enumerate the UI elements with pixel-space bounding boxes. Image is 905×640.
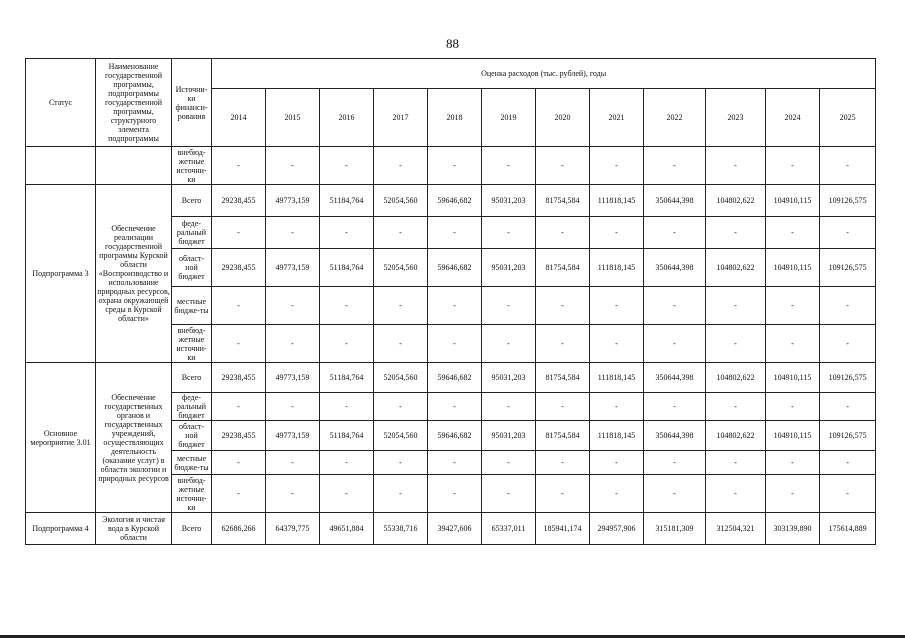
value-cell: 175614,889 bbox=[820, 513, 876, 545]
value-cell: 109126,575 bbox=[820, 185, 876, 217]
value-cell: - bbox=[706, 147, 766, 185]
value-cell: 350644,398 bbox=[644, 249, 706, 287]
value-cell: - bbox=[766, 287, 820, 325]
value-cell: - bbox=[820, 451, 876, 475]
value-cell: - bbox=[482, 217, 536, 249]
value-cell: 104910,115 bbox=[766, 421, 820, 451]
value-cell: - bbox=[320, 475, 374, 513]
value-cell: 59646,682 bbox=[428, 421, 482, 451]
page-number: 88 bbox=[446, 36, 459, 51]
funding-source-cell: местные бюдже-ты bbox=[172, 451, 212, 475]
value-cell: - bbox=[820, 217, 876, 249]
funding-source-cell: феде-ральный бюджет bbox=[172, 217, 212, 249]
value-cell: - bbox=[428, 217, 482, 249]
value-cell: - bbox=[766, 475, 820, 513]
value-cell: 350644,398 bbox=[644, 185, 706, 217]
value-cell: 59646,682 bbox=[428, 363, 482, 393]
value-cell: - bbox=[266, 325, 320, 363]
value-cell: - bbox=[212, 451, 266, 475]
value-cell: - bbox=[266, 451, 320, 475]
value-cell: 104910,115 bbox=[766, 363, 820, 393]
value-cell: - bbox=[482, 475, 536, 513]
value-cell: - bbox=[428, 475, 482, 513]
program-name-cell: Экология и чистая вода в Курской области bbox=[96, 513, 172, 545]
value-cell: - bbox=[320, 393, 374, 421]
value-cell: - bbox=[320, 287, 374, 325]
value-cell: 111818,145 bbox=[590, 249, 644, 287]
value-cell: 81754,584 bbox=[536, 249, 590, 287]
value-cell: 81754,584 bbox=[536, 363, 590, 393]
program-name-cell bbox=[96, 147, 172, 185]
year-header-cell: 2016 bbox=[320, 89, 374, 147]
value-cell: 51184,764 bbox=[320, 363, 374, 393]
value-cell: - bbox=[644, 451, 706, 475]
value-cell: 49651,884 bbox=[320, 513, 374, 545]
value-cell: - bbox=[590, 217, 644, 249]
value-cell: 95031,203 bbox=[482, 185, 536, 217]
value-cell: - bbox=[536, 325, 590, 363]
value-cell: - bbox=[820, 287, 876, 325]
value-cell: - bbox=[590, 393, 644, 421]
funding-source-cell: област-ной бюджет bbox=[172, 421, 212, 451]
value-cell: - bbox=[428, 287, 482, 325]
value-cell: 104802,622 bbox=[706, 363, 766, 393]
year-header-cell: 2021 bbox=[590, 89, 644, 147]
value-cell: 95031,203 bbox=[482, 363, 536, 393]
header-source: Источни-ки финанси-рования bbox=[172, 59, 212, 147]
header-name: Наименование государственной программы, подпрограммы государственной программы, структурного элемента подпрограммы bbox=[96, 59, 172, 147]
value-cell: - bbox=[644, 287, 706, 325]
value-cell: - bbox=[212, 475, 266, 513]
status-cell: Подпрограмма 3 bbox=[26, 185, 96, 363]
value-cell: 51184,764 bbox=[320, 185, 374, 217]
year-header-cell: 2017 bbox=[374, 89, 428, 147]
value-cell: 55338,716 bbox=[374, 513, 428, 545]
value-cell: 111818,145 bbox=[590, 185, 644, 217]
value-cell: - bbox=[644, 147, 706, 185]
status-cell: Основное мероприятие 3.01 bbox=[26, 363, 96, 513]
year-header-cell: 2022 bbox=[644, 89, 706, 147]
value-cell: 104802,622 bbox=[706, 249, 766, 287]
funding-source-cell: внебюд-жетные источни-ки bbox=[172, 475, 212, 513]
value-cell: 111818,145 bbox=[590, 363, 644, 393]
value-cell: 29238,455 bbox=[212, 363, 266, 393]
value-cell: - bbox=[482, 393, 536, 421]
table-row bbox=[26, 185, 876, 217]
status-cell bbox=[26, 147, 96, 185]
value-cell: - bbox=[320, 325, 374, 363]
value-cell: 49773,159 bbox=[266, 363, 320, 393]
value-cell: - bbox=[644, 217, 706, 249]
year-header-cell: 2019 bbox=[482, 89, 536, 147]
value-cell: 52054,560 bbox=[374, 185, 428, 217]
value-cell: - bbox=[428, 393, 482, 421]
value-cell: - bbox=[212, 393, 266, 421]
value-cell: - bbox=[820, 147, 876, 185]
value-cell: 59646,682 bbox=[428, 185, 482, 217]
program-name-cell: Обеспечение реализации государственной программы Курской области «Воспроизводство и использование природных ресурсов, охрана окружающей среды в Курской области» bbox=[96, 185, 172, 363]
value-cell: 59646,682 bbox=[428, 249, 482, 287]
value-cell: - bbox=[590, 147, 644, 185]
year-header-cell: 2024 bbox=[766, 89, 820, 147]
value-cell: - bbox=[428, 147, 482, 185]
value-cell: 49773,159 bbox=[266, 421, 320, 451]
value-cell: 350644,398 bbox=[644, 421, 706, 451]
value-cell: - bbox=[590, 451, 644, 475]
value-cell: - bbox=[266, 287, 320, 325]
value-cell: - bbox=[644, 393, 706, 421]
value-cell: - bbox=[374, 451, 428, 475]
value-cell: - bbox=[536, 393, 590, 421]
value-cell: - bbox=[766, 217, 820, 249]
value-cell: - bbox=[820, 475, 876, 513]
expense-table-container bbox=[25, 58, 875, 545]
value-cell: 49773,159 bbox=[266, 249, 320, 287]
funding-source-cell: област-ной бюджет bbox=[172, 249, 212, 287]
value-cell: - bbox=[590, 475, 644, 513]
value-cell: 52054,560 bbox=[374, 249, 428, 287]
value-cell: - bbox=[374, 147, 428, 185]
year-header-cell: 2014 bbox=[212, 89, 266, 147]
value-cell: 64379,775 bbox=[266, 513, 320, 545]
value-cell: - bbox=[374, 287, 428, 325]
table-row bbox=[26, 147, 876, 185]
value-cell: 294957,906 bbox=[590, 513, 644, 545]
year-header-cell: 2018 bbox=[428, 89, 482, 147]
value-cell: 109126,575 bbox=[820, 363, 876, 393]
value-cell: 65337,011 bbox=[482, 513, 536, 545]
funding-source-cell: Всего bbox=[172, 513, 212, 545]
value-cell: 185941,174 bbox=[536, 513, 590, 545]
value-cell: - bbox=[644, 475, 706, 513]
value-cell: 109126,575 bbox=[820, 421, 876, 451]
table-row bbox=[26, 363, 876, 393]
year-header-cell: 2025 bbox=[820, 89, 876, 147]
value-cell: 312504,321 bbox=[706, 513, 766, 545]
value-cell: 104802,622 bbox=[706, 185, 766, 217]
expense-table bbox=[25, 58, 876, 545]
value-cell: - bbox=[428, 325, 482, 363]
funding-source-cell: внебюд-жетные источни-ки bbox=[172, 147, 212, 185]
value-cell: - bbox=[482, 287, 536, 325]
value-cell: 49773,159 bbox=[266, 185, 320, 217]
value-cell: - bbox=[820, 393, 876, 421]
funding-source-cell: Всего bbox=[172, 185, 212, 217]
table-row bbox=[26, 513, 876, 545]
value-cell: - bbox=[320, 451, 374, 475]
value-cell: - bbox=[482, 451, 536, 475]
value-cell: - bbox=[706, 475, 766, 513]
value-cell: 109126,575 bbox=[820, 249, 876, 287]
value-cell: - bbox=[706, 393, 766, 421]
value-cell: 62686,266 bbox=[212, 513, 266, 545]
funding-source-cell: феде-ральный бюджет bbox=[172, 393, 212, 421]
value-cell: - bbox=[644, 325, 706, 363]
funding-source-cell: местные бюдже-ты bbox=[172, 287, 212, 325]
value-cell: - bbox=[428, 451, 482, 475]
value-cell: - bbox=[212, 325, 266, 363]
year-header-cell: 2020 bbox=[536, 89, 590, 147]
value-cell: 51184,764 bbox=[320, 421, 374, 451]
value-cell: 104910,115 bbox=[766, 185, 820, 217]
value-cell: - bbox=[706, 325, 766, 363]
value-cell: 303139,890 bbox=[766, 513, 820, 545]
header-status: Статус bbox=[26, 59, 96, 147]
value-cell: - bbox=[766, 451, 820, 475]
value-cell: - bbox=[212, 147, 266, 185]
value-cell: - bbox=[536, 451, 590, 475]
value-cell: - bbox=[374, 393, 428, 421]
value-cell: - bbox=[536, 217, 590, 249]
value-cell: - bbox=[766, 147, 820, 185]
value-cell: 95031,203 bbox=[482, 249, 536, 287]
value-cell: - bbox=[266, 393, 320, 421]
value-cell: 111818,145 bbox=[590, 421, 644, 451]
table-body bbox=[26, 147, 876, 545]
value-cell: - bbox=[374, 325, 428, 363]
year-header-cell: 2015 bbox=[266, 89, 320, 147]
value-cell: 81754,584 bbox=[536, 185, 590, 217]
value-cell: - bbox=[212, 217, 266, 249]
status-cell: Подпрограмма 4 bbox=[26, 513, 96, 545]
value-cell: - bbox=[266, 217, 320, 249]
value-cell: 52054,560 bbox=[374, 363, 428, 393]
value-cell: 52054,560 bbox=[374, 421, 428, 451]
value-cell: - bbox=[590, 325, 644, 363]
value-cell: 29238,455 bbox=[212, 249, 266, 287]
value-cell: - bbox=[706, 217, 766, 249]
value-cell: 39427,606 bbox=[428, 513, 482, 545]
value-cell: - bbox=[766, 393, 820, 421]
program-name-cell: Обеспечение государственных органов и государственных учреждений, осуществляющих деятельность (оказание услуг) в области экологии и природных ресурсов bbox=[96, 363, 172, 513]
value-cell: 51184,764 bbox=[320, 249, 374, 287]
value-cell: - bbox=[266, 475, 320, 513]
table-header bbox=[26, 59, 876, 147]
year-header-cell: 2023 bbox=[706, 89, 766, 147]
value-cell: - bbox=[374, 475, 428, 513]
page-edge-line bbox=[0, 635, 905, 638]
value-cell: 104910,115 bbox=[766, 249, 820, 287]
value-cell: - bbox=[536, 287, 590, 325]
header-estimate: Оценка расходов (тыс. рублей), годы bbox=[212, 59, 876, 89]
value-cell: 104802,622 bbox=[706, 421, 766, 451]
value-cell: 81754,584 bbox=[536, 421, 590, 451]
value-cell: - bbox=[706, 287, 766, 325]
funding-source-cell: Всего bbox=[172, 363, 212, 393]
value-cell: - bbox=[482, 147, 536, 185]
value-cell: - bbox=[374, 217, 428, 249]
value-cell: - bbox=[820, 325, 876, 363]
value-cell: 315181,309 bbox=[644, 513, 706, 545]
value-cell: - bbox=[266, 147, 320, 185]
value-cell: - bbox=[482, 325, 536, 363]
value-cell: - bbox=[590, 287, 644, 325]
value-cell: - bbox=[536, 475, 590, 513]
value-cell: - bbox=[536, 147, 590, 185]
value-cell: 29238,455 bbox=[212, 421, 266, 451]
value-cell: 95031,203 bbox=[482, 421, 536, 451]
value-cell: 350644,398 bbox=[644, 363, 706, 393]
funding-source-cell: внебюд-жетные источни-ки bbox=[172, 325, 212, 363]
value-cell: - bbox=[212, 287, 266, 325]
value-cell: - bbox=[766, 325, 820, 363]
value-cell: 29238,455 bbox=[212, 185, 266, 217]
value-cell: - bbox=[320, 147, 374, 185]
value-cell: - bbox=[706, 451, 766, 475]
value-cell: - bbox=[320, 217, 374, 249]
